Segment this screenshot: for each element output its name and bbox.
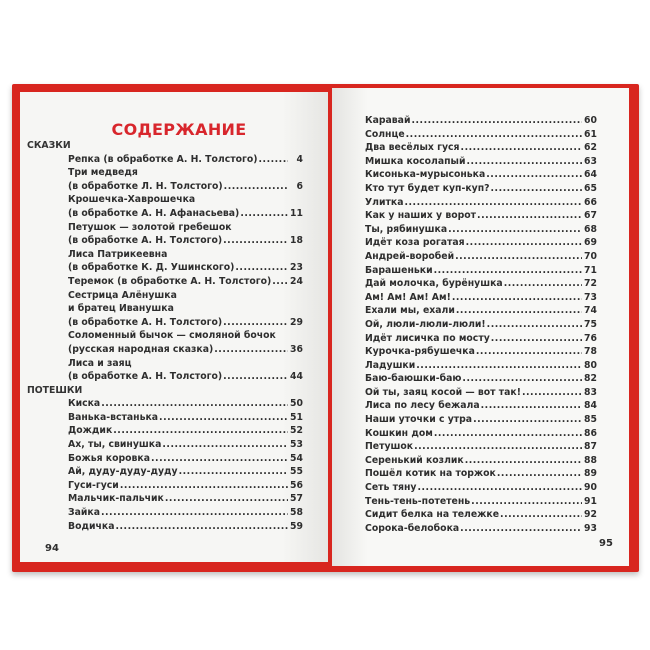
toc-entry[interactable] [27, 506, 303, 520]
dot-leader [465, 454, 582, 468]
entry-title: Ам! Ам! Ам! Ам! [365, 291, 451, 303]
toc-entry[interactable] [365, 114, 597, 128]
entry-title: Петушок [365, 441, 414, 453]
entry-title: Солнце [365, 128, 405, 140]
entry-title: Барашеньки [365, 264, 433, 276]
entry-title: Два весёлых гуся [365, 142, 460, 154]
toc-entry[interactable] [27, 153, 303, 167]
entry-title: Как у наших у ворот [365, 210, 477, 222]
entry-title: Кисонька-мурысонька [365, 169, 486, 181]
entry-page-number: 18 [290, 235, 303, 247]
dot-leader [497, 467, 582, 481]
entry-title: Лиса по лесу бежала [365, 400, 480, 412]
toc-entry[interactable] [365, 440, 597, 454]
entry-page-number: 57 [290, 493, 303, 505]
entry-page-number: 76 [584, 332, 597, 344]
entry-page-number: 74 [584, 305, 597, 317]
entry-page-number: 59 [290, 520, 303, 532]
entry-page-number: 54 [290, 452, 303, 464]
dot-leader [481, 399, 582, 413]
dot-leader [113, 424, 288, 438]
dot-leader [223, 316, 288, 330]
entry-title: Курочка-рябушечка [365, 346, 475, 358]
entry-page-number: 72 [584, 278, 597, 290]
toc-entry[interactable] [27, 492, 303, 506]
entry-title: Пошёл котик на торжок [365, 468, 496, 480]
entry-page-number: 29 [290, 316, 303, 328]
entry-title: Теремок (в обработке А. Н. Толстого) [68, 275, 272, 287]
entry-title-line: Лиса и заяц [68, 357, 132, 369]
entry-title-line: Три медведя [68, 167, 138, 179]
toc-entry[interactable] [365, 427, 597, 441]
entry-title: Ой ты, заяц косой — вот так! [365, 386, 521, 398]
section-heading: СКАЗКИ [27, 140, 71, 151]
dot-leader [491, 182, 582, 196]
dot-leader [491, 332, 582, 346]
toc-entry[interactable] [27, 370, 303, 384]
dot-leader [240, 207, 288, 221]
entry-title: Киска [68, 398, 101, 410]
dot-leader [466, 236, 582, 250]
contents-list-right [365, 114, 597, 535]
dot-leader [214, 343, 288, 357]
entry-title: Ехали мы, ехали [365, 305, 455, 317]
entry-page-number: 89 [584, 468, 597, 480]
dot-leader [115, 520, 288, 534]
toc-entry[interactable] [27, 424, 303, 438]
dot-leader [434, 264, 582, 278]
entry-title: (в обработке К. Д. Ушинского) [68, 262, 235, 274]
entry-title: Кошкин дом [365, 427, 433, 439]
toc-entry[interactable] [365, 182, 597, 196]
toc-entry[interactable] [365, 467, 597, 481]
right-page [332, 88, 629, 566]
dot-leader [120, 479, 288, 493]
toc-entry[interactable] [365, 223, 597, 237]
entry-page-number: 51 [290, 411, 303, 423]
dot-leader [223, 234, 288, 248]
dot-leader [461, 141, 582, 155]
dot-leader [455, 250, 582, 264]
toc-entry[interactable] [365, 359, 597, 373]
dot-leader [272, 275, 288, 289]
dot-leader [417, 481, 582, 495]
entry-title: Идёт лисичка по мосту [365, 332, 490, 344]
dot-leader [404, 196, 582, 210]
entry-page-number: 67 [584, 210, 597, 222]
toc-entry[interactable] [27, 275, 303, 289]
dot-leader [411, 114, 582, 128]
toc-entry[interactable] [365, 196, 597, 210]
entry-title: Каравай [365, 115, 411, 126]
entry-title: Сидит белка на тележке [365, 509, 500, 521]
entry-title: Баю-баюшки-баю [365, 373, 462, 385]
entry-page-number: 58 [290, 507, 303, 519]
entry-page-number: 63 [584, 155, 597, 167]
toc-entry[interactable] [365, 250, 597, 264]
dot-leader [452, 291, 582, 305]
entry-page-number: 71 [584, 264, 597, 276]
toc-entry[interactable] [27, 261, 303, 275]
entry-title: Ванька-встанька [68, 411, 159, 423]
toc-entry[interactable] [27, 411, 303, 425]
dot-leader [101, 397, 288, 411]
entry-page-number: 65 [584, 182, 597, 194]
entry-title-line: Крошечка-Хаврошечка [68, 194, 196, 206]
toc-entry[interactable] [365, 236, 597, 250]
entry-title: Сорока-белобока [365, 522, 460, 534]
entry-title-line: и братец Иванушка [68, 303, 174, 315]
entry-title: Божья коровка [68, 452, 151, 464]
dot-leader [165, 492, 288, 506]
dot-leader [487, 318, 582, 332]
dot-leader [162, 438, 288, 452]
entry-title: Ты, рябинушка [365, 223, 448, 235]
entry-title: (русская народная сказка) [68, 343, 214, 355]
entry-page-number: 64 [584, 169, 597, 181]
toc-entry[interactable] [365, 345, 597, 359]
toc-entry[interactable] [27, 397, 303, 411]
entry-page-number: 78 [584, 346, 597, 358]
entry-page-number: 61 [584, 128, 597, 140]
dot-leader [406, 128, 582, 142]
entry-title: (в обработке Л. Н. Толстого) [68, 180, 223, 192]
dot-leader [259, 153, 289, 167]
entry-title: (в обработке А. Н. Толстого) [68, 316, 223, 328]
page-number-left: 94 [45, 543, 59, 554]
toc-entry[interactable] [365, 495, 597, 509]
toc-entry[interactable] [365, 372, 597, 386]
entry-title-line: Петушок — золотой гребешок [68, 221, 232, 233]
toc-entry[interactable] [27, 234, 303, 248]
entry-page-number: 87 [584, 441, 597, 453]
dot-leader [159, 411, 288, 425]
entry-title-line: Лиса Патрикеевна [68, 248, 168, 260]
entry-page-number: 82 [584, 373, 597, 385]
entry-page-number: 6 [296, 180, 303, 192]
entry-title: Идёт коза рогатая [365, 237, 465, 249]
toc-entry[interactable] [365, 291, 597, 305]
entry-title: Ой, люли-люли-люли! [365, 318, 486, 330]
entry-title: Дождик [68, 425, 113, 437]
toc-entry[interactable] [365, 128, 597, 142]
entry-page-number: 50 [290, 398, 303, 410]
dot-leader [235, 261, 288, 275]
dot-leader [414, 440, 582, 454]
entry-page-number: 91 [584, 495, 597, 507]
entry-title: (в обработке А. Н. Толстого) [68, 235, 223, 247]
toc-entry[interactable] [365, 277, 597, 291]
toc-entry[interactable] [27, 452, 303, 466]
contents-list-left [27, 139, 303, 533]
dot-leader [471, 495, 582, 509]
dot-leader [223, 370, 288, 384]
toc-entry[interactable] [27, 343, 303, 357]
entry-page-number: 66 [584, 196, 597, 208]
toc-entry[interactable] [27, 520, 303, 534]
left-page [20, 92, 328, 562]
dot-leader [466, 155, 582, 169]
dot-leader [500, 508, 582, 522]
dot-leader [476, 345, 582, 359]
toc-entry[interactable] [365, 386, 597, 400]
entry-title: Андрей-воробей [365, 250, 455, 262]
dot-leader [448, 223, 582, 237]
toc-entry[interactable] [365, 155, 597, 169]
dot-leader [477, 209, 582, 223]
entry-page-number: 55 [290, 466, 303, 478]
entry-page-number: 11 [290, 207, 303, 219]
entry-title: Улитка [365, 196, 404, 208]
entry-page-number: 53 [290, 439, 303, 451]
entry-page-number: 52 [290, 425, 303, 437]
dot-leader [434, 427, 582, 441]
entry-page-number: 93 [584, 522, 597, 534]
dot-leader [486, 168, 582, 182]
dot-leader [504, 277, 582, 291]
entry-page-number: 60 [584, 115, 597, 126]
section-heading: ПОТЕШКИ [27, 384, 83, 396]
dot-leader [101, 506, 288, 520]
entry-page-number: 24 [290, 275, 303, 287]
toc-entry[interactable] [365, 264, 597, 278]
toc-entry[interactable] [365, 481, 597, 495]
toc-entry[interactable] [365, 332, 597, 346]
entry-title: (в обработке А. Н. Афанасьева) [68, 207, 240, 219]
toc-entry[interactable] [365, 522, 597, 536]
entry-page-number: 56 [290, 479, 303, 491]
entry-title: Серенький козлик [365, 454, 464, 466]
dot-leader [179, 465, 288, 479]
toc-entry[interactable] [27, 479, 303, 493]
entry-title: Мишка косолапый [365, 155, 466, 167]
entry-title: Репка (в обработке А. Н. Толстого) [68, 153, 258, 165]
entry-page-number: 62 [584, 142, 597, 154]
toc-entry[interactable] [365, 413, 597, 427]
dot-leader [522, 386, 582, 400]
page-number-right: 95 [599, 538, 613, 549]
entry-page-number: 75 [584, 318, 597, 330]
toc-entry[interactable] [365, 209, 597, 223]
toc-entry[interactable] [365, 141, 597, 155]
toc-entry[interactable] [365, 168, 597, 182]
entry-page-number: 86 [584, 427, 597, 439]
entry-title: Сеть тяну [365, 482, 417, 494]
dot-leader [224, 180, 288, 194]
entry-title: Кто тут будет куп-куп? [365, 182, 490, 194]
entry-page-number: 80 [584, 359, 597, 371]
toc-entry[interactable] [27, 316, 303, 330]
toc-entry[interactable] [365, 508, 597, 522]
entry-title: Водичка [68, 520, 115, 532]
entry-page-number: 73 [584, 291, 597, 303]
toc-entry[interactable] [365, 399, 597, 413]
entry-page-number: 44 [290, 371, 303, 383]
entry-title: Дай молочка, бурёнушка [365, 278, 503, 290]
dot-leader [462, 372, 582, 386]
dot-leader [460, 522, 582, 536]
entry-title: (в обработке А. Н. Толстого) [68, 371, 223, 383]
entry-page-number: 69 [584, 237, 597, 249]
entry-title: Ах, ты, свинушка [68, 439, 162, 451]
dot-leader [416, 359, 582, 373]
toc-entry[interactable] [27, 207, 303, 221]
toc-entry[interactable] [365, 304, 597, 318]
toc-entry[interactable] [365, 318, 597, 332]
toc-entry[interactable] [27, 465, 303, 479]
entry-page-number: 84 [584, 400, 597, 412]
entry-title: Ладушки [365, 359, 416, 371]
toc-entry[interactable] [27, 180, 303, 194]
entry-page-number: 85 [584, 414, 597, 426]
entry-title: Гуси-гуси [68, 479, 119, 491]
entry-page-number: 83 [584, 386, 597, 398]
dot-leader [456, 304, 582, 318]
entry-title-line: Сестрица Алёнушка [68, 289, 177, 301]
entry-title-line: Соломенный бычок — смоляной бочок [68, 330, 276, 342]
entry-title: Зайка [68, 507, 100, 519]
entry-title: Тень-тень-потетень [365, 495, 471, 507]
entry-page-number: 36 [290, 343, 303, 355]
dot-leader [151, 452, 288, 466]
entry-page-number: 23 [290, 262, 303, 274]
toc-entry[interactable] [365, 454, 597, 468]
entry-page-number: 4 [296, 153, 303, 165]
entry-title: Мальчик-пальчик [68, 493, 164, 505]
entry-page-number: 90 [584, 482, 597, 494]
dot-leader [473, 413, 582, 427]
entry-page-number: 92 [584, 509, 597, 521]
entry-title: Наши уточки с утра [365, 414, 473, 426]
toc-entry[interactable] [27, 438, 303, 452]
entry-page-number: 68 [584, 223, 597, 235]
entry-page-number: 88 [584, 454, 597, 466]
contents-title: СОДЕРЖАНИЕ [111, 120, 247, 139]
entry-title: Ай, дуду-дуду-дуду [68, 466, 178, 478]
entry-page-number: 70 [584, 250, 597, 262]
